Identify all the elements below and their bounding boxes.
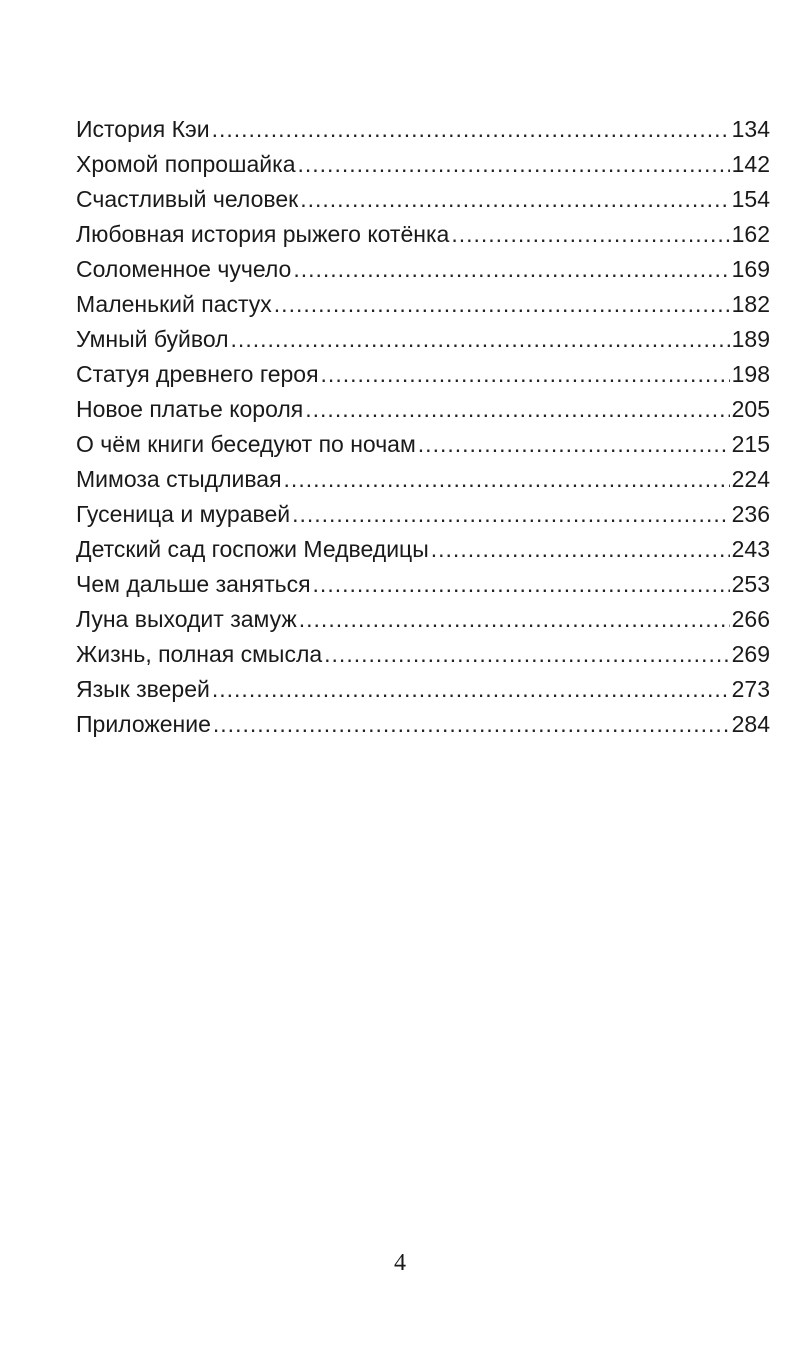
toc-dot-leader bbox=[231, 322, 730, 357]
toc-entry-title: Маленький пастух bbox=[76, 291, 272, 317]
toc-entry-page: 266 bbox=[731, 606, 770, 632]
toc-entry bbox=[76, 672, 770, 707]
toc-entry-page: 269 bbox=[731, 641, 770, 667]
toc-entry-page: 162 bbox=[731, 221, 770, 247]
toc-entry-title: Статуя древнего героя bbox=[76, 361, 319, 387]
toc-entry-page: 169 bbox=[731, 256, 770, 282]
toc-dot-leader bbox=[321, 357, 730, 392]
toc-entry-page: 253 bbox=[731, 571, 770, 597]
toc-entry-title: Умный буйвол bbox=[76, 326, 229, 352]
toc-dot-leader bbox=[213, 707, 730, 742]
toc-entry-page: 243 bbox=[731, 536, 770, 562]
toc-entry-title: Язык зверей bbox=[76, 676, 210, 702]
toc-entry-page: 224 bbox=[731, 466, 770, 492]
toc-entry bbox=[76, 637, 770, 672]
toc-entry bbox=[76, 287, 770, 322]
toc-dot-leader bbox=[324, 637, 729, 672]
toc-entry-title: Гусеница и муравей bbox=[76, 501, 291, 527]
toc-entry-title: Любовная история рыжего котёнка bbox=[76, 221, 450, 247]
toc-entry-title: Мимоза стыдливая bbox=[76, 466, 282, 492]
toc-entry-title: Новое платье короля bbox=[76, 396, 304, 422]
toc-dot-leader bbox=[313, 567, 730, 602]
toc-entry-page: 236 bbox=[731, 501, 770, 527]
toc-dot-leader bbox=[284, 462, 730, 497]
toc-dot-leader bbox=[298, 147, 730, 182]
toc-entry-page: 198 bbox=[731, 361, 770, 387]
toc-dot-leader bbox=[300, 182, 729, 217]
toc-entry-page: 182 bbox=[731, 291, 770, 317]
toc-entry-title: Приложение bbox=[76, 711, 211, 737]
toc-dot-leader bbox=[431, 532, 730, 567]
toc-entry bbox=[76, 252, 770, 287]
toc-entry-title: Соломенное чучело bbox=[76, 256, 292, 282]
toc-dot-leader bbox=[293, 252, 729, 287]
toc-entry bbox=[76, 112, 770, 147]
toc-entry-title: О чём книги беседуют по ночам bbox=[76, 431, 416, 457]
toc-entry bbox=[76, 322, 770, 357]
toc-entry bbox=[76, 602, 770, 637]
toc-entry bbox=[76, 462, 770, 497]
toc-entry-page: 205 bbox=[731, 396, 770, 422]
toc-entry-page: 273 bbox=[731, 676, 770, 702]
toc-dot-leader bbox=[418, 427, 730, 462]
toc-entry bbox=[76, 182, 770, 217]
toc-entry bbox=[76, 497, 770, 532]
table-of-contents bbox=[76, 112, 770, 742]
toc-dot-leader bbox=[212, 672, 730, 707]
toc-entry-page: 134 bbox=[731, 116, 770, 142]
toc-entry-title: История Кэи bbox=[76, 116, 210, 142]
toc-entry-page: 189 bbox=[731, 326, 770, 352]
toc-dot-leader bbox=[299, 602, 730, 637]
toc-entry bbox=[76, 357, 770, 392]
toc-entry bbox=[76, 217, 770, 252]
toc-entry-page: 154 bbox=[731, 186, 770, 212]
toc-entry-page: 142 bbox=[731, 151, 770, 177]
toc-dot-leader bbox=[451, 217, 729, 252]
toc-dot-leader bbox=[292, 497, 730, 532]
toc-entry-page: 284 bbox=[731, 711, 770, 737]
toc-entry-title: Луна выходит замуж bbox=[76, 606, 297, 632]
toc-entry bbox=[76, 707, 770, 742]
page-number: 4 bbox=[394, 1250, 406, 1276]
toc-entry bbox=[76, 567, 770, 602]
toc-entry-title: Детский сад госпожи Медведицы bbox=[76, 536, 429, 562]
toc-entry-title: Хромой попрошайка bbox=[76, 151, 296, 177]
toc-dot-leader bbox=[305, 392, 729, 427]
toc-dot-leader bbox=[212, 112, 730, 147]
toc-entry-page: 215 bbox=[731, 431, 770, 457]
toc-entry bbox=[76, 427, 770, 462]
toc-entry bbox=[76, 392, 770, 427]
toc-entry bbox=[76, 532, 770, 567]
toc-dot-leader bbox=[274, 287, 730, 322]
toc-entry-title: Жизнь, полная смысла bbox=[76, 641, 323, 667]
toc-entry bbox=[76, 147, 770, 182]
toc-entry-title: Счастливый человек bbox=[76, 186, 299, 212]
toc-entry-title: Чем дальше заняться bbox=[76, 571, 311, 597]
